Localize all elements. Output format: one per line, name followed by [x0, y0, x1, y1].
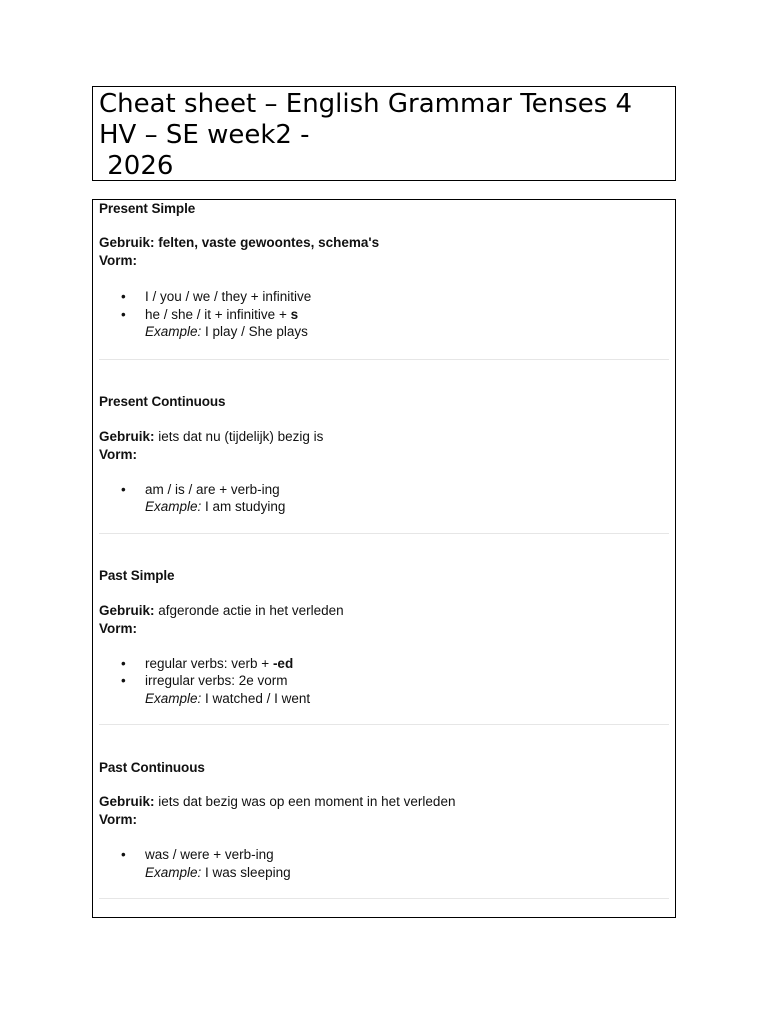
- example-label: Example:: [145, 499, 202, 514]
- example-text: I play / She plays: [205, 324, 308, 339]
- rule-text: irregular verbs: 2e vorm: [145, 673, 288, 688]
- list-item: [99, 306, 669, 324]
- rule-text: was / were + verb-ing: [145, 847, 274, 862]
- usage-text: afgeronde actie in het verleden: [158, 602, 344, 618]
- tenses-table: [92, 199, 676, 918]
- rule-list: [99, 288, 669, 323]
- usage-text: felten, vaste gewoontes, schema's: [158, 235, 380, 250]
- section-heading: Present Continuous: [99, 393, 226, 409]
- bullet: •: [121, 847, 126, 862]
- section-present-simple: [99, 200, 669, 360]
- section-heading: Present Simple: [99, 201, 196, 216]
- example-text: I was sleeping: [205, 864, 291, 880]
- section-heading: Past Simple: [99, 567, 175, 583]
- usage-line: [99, 602, 669, 620]
- title-line-2: HV – SE week2 -: [99, 120, 310, 150]
- section-heading: Past Continuous: [99, 760, 205, 775]
- section-present-continuous: [99, 360, 669, 534]
- rule-list: [99, 846, 669, 864]
- bullet: •: [121, 306, 126, 322]
- usage-line: [99, 793, 669, 811]
- form-label: Vorm:: [99, 446, 138, 462]
- title-line-3: 2026: [99, 151, 174, 181]
- rule-text: I / you / we / they + infinitive: [145, 289, 312, 304]
- example-line: [99, 498, 669, 516]
- usage-label: Gebruik:: [99, 794, 155, 809]
- example-line: [99, 864, 669, 882]
- form-label: Vorm:: [99, 620, 138, 636]
- example-label: Example:: [145, 324, 202, 339]
- form-label: Vorm:: [99, 812, 138, 827]
- example-line: [99, 323, 669, 341]
- rule-text: he / she / it + infinitive +: [145, 306, 291, 322]
- usage-label: Gebruik:: [99, 235, 155, 250]
- bullet: •: [121, 481, 126, 497]
- rule-bold: s: [290, 306, 299, 322]
- list-item: [99, 288, 669, 306]
- title-line-1: Cheat sheet – English Grammar Tenses 4: [99, 89, 633, 119]
- list-item: [99, 672, 669, 690]
- bullet: •: [121, 655, 126, 671]
- rule-list: [99, 481, 669, 499]
- bullet: •: [121, 289, 126, 304]
- usage-line: [99, 234, 669, 252]
- bullet: •: [121, 673, 126, 688]
- list-item: [99, 481, 669, 499]
- usage-line: [99, 428, 669, 446]
- section-past-continuous: [99, 725, 669, 899]
- rule-text: am / is / are + verb-ing: [145, 481, 280, 497]
- usage-label: Gebruik:: [99, 428, 155, 444]
- example-label: Example:: [145, 690, 202, 706]
- usage-text: iets dat nu (tijdelijk) bezig is: [158, 428, 324, 444]
- usage-text: iets dat bezig was op een moment in het verleden: [158, 794, 456, 809]
- example-text: I am studying: [205, 499, 286, 514]
- form-label: Vorm:: [99, 253, 138, 268]
- example-label: Example:: [145, 864, 202, 880]
- section-past-simple: [99, 534, 669, 726]
- list-item: [99, 846, 669, 864]
- rule-text: regular verbs: verb +: [145, 655, 273, 671]
- title-box: [92, 86, 676, 181]
- rule-bold: -ed: [272, 655, 294, 671]
- example-line: [99, 690, 669, 708]
- list-item: [99, 655, 669, 673]
- usage-label: Gebruik:: [99, 602, 155, 618]
- divider: [99, 898, 669, 899]
- rule-list: [99, 655, 669, 690]
- example-text: I watched / I went: [205, 690, 311, 706]
